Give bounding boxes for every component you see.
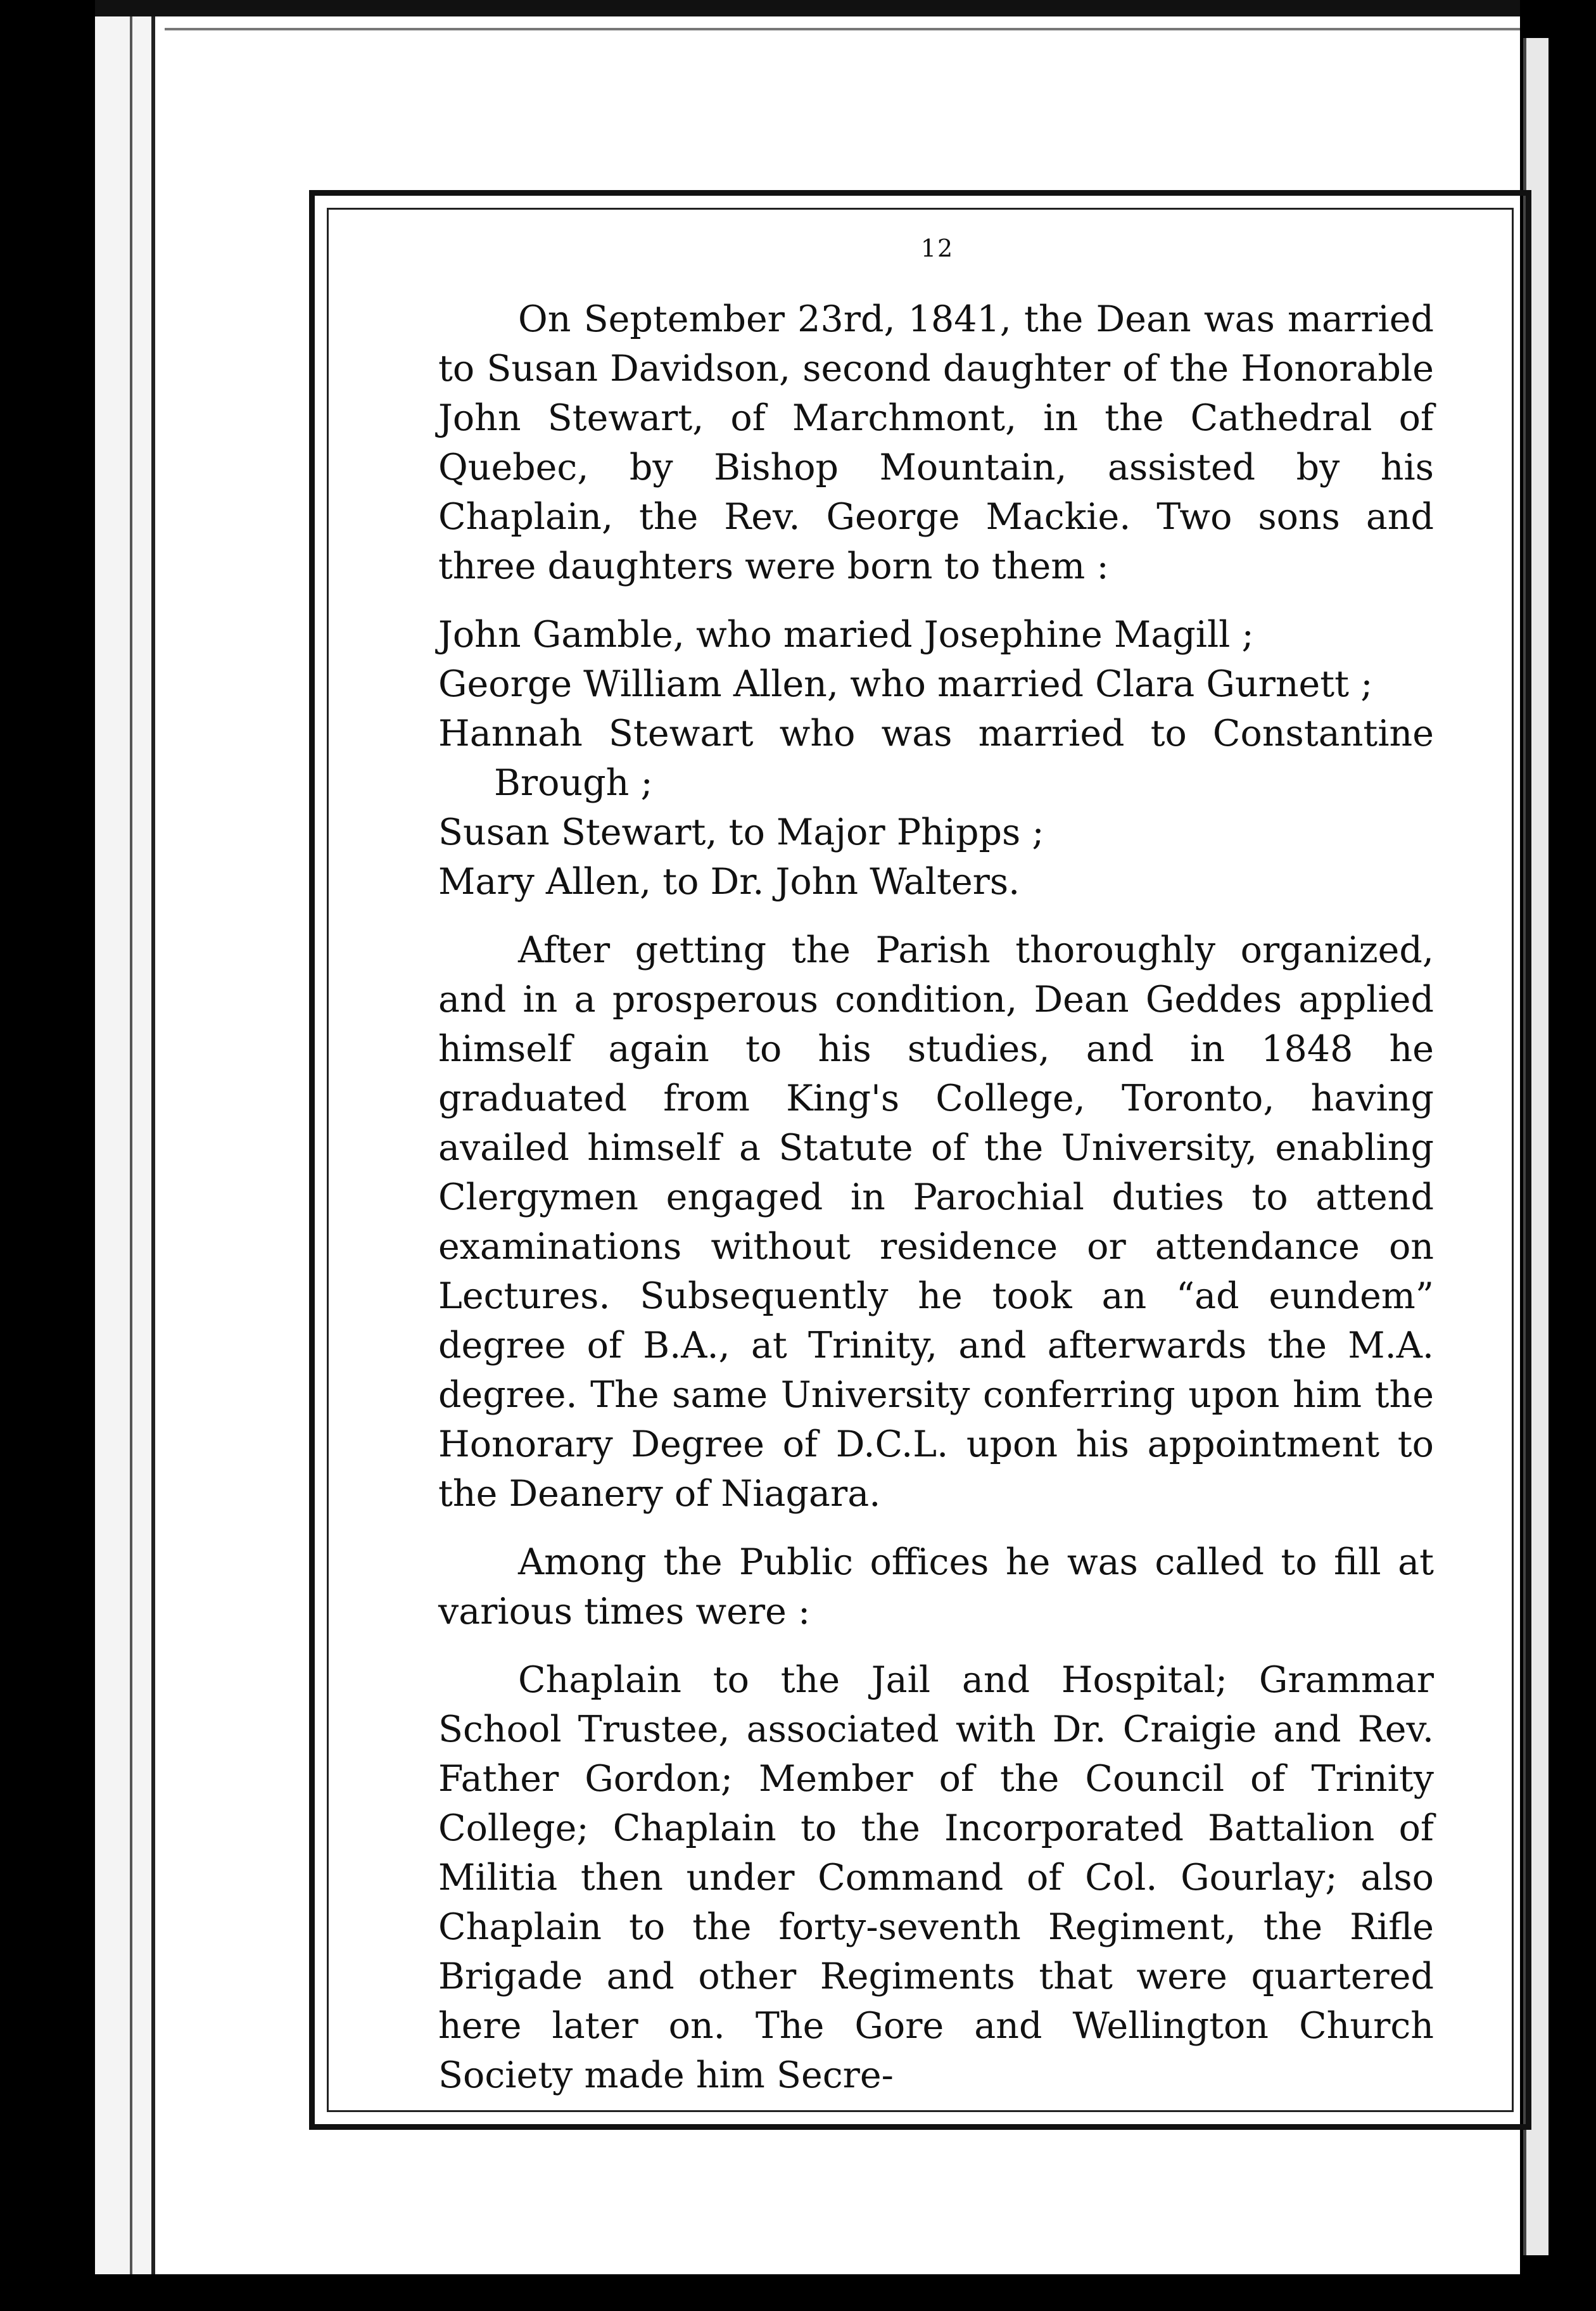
- list-item: George William Allen, who married Clara Gurnett ;: [438, 663, 1373, 705]
- page-body: [438, 295, 1434, 2100]
- page-number: 12: [920, 234, 954, 262]
- list-item: Hannah Stewart who was married to Constantine Brough ;: [438, 713, 1434, 804]
- scan-background-bottom: [95, 2274, 1520, 2311]
- scan-background-left: [0, 0, 95, 2311]
- adjacent-page-edge-inner: [130, 0, 155, 2311]
- list-item: John Gamble, who maried Josephine Magill ;: [438, 614, 1254, 656]
- paragraph-gap: [438, 1518, 1434, 1537]
- paragraph-public-offices-intro: Among the Public offices he was called to fill at various times were :: [438, 1541, 1434, 1633]
- scan-background-top: [95, 0, 1520, 16]
- paragraph-public-offices: Chaplain to the Jail and Hospital; Grammar School Trustee, associated with Dr. Craigie and Rev. Father Gordon; Member of the Council of Trinity College; Chaplain to the Incorporated Battalion of Militia then under Command of Col. Gourlay; also Chaplain to the forty-seventh Regiment, the Rifle Brigade and other Regiments that were quartered here later on. The Gore and Wellington Church Society made him Secre-: [438, 1659, 1434, 2096]
- paragraph-marriage: On September 23rd, 1841, the Dean was married to Susan Davidson, second daughter of the Honorable John Stewart, of Marchmont, in the Cathedral of Quebec, by Bishop Mountain, assisted by his Chaplain, the Rev. George Mackie. Two sons and three daughters were born to them :: [438, 298, 1434, 587]
- list-item: Mary Allen, to Dr. John Walters.: [438, 861, 1020, 903]
- paragraph-gap: [438, 1636, 1434, 1655]
- paragraph-gap: [438, 907, 1434, 926]
- children-list: [438, 610, 1434, 907]
- paragraph-studies: After getting the Parish thoroughly organized, and in a prosperous condition, Dean Geddes applied himself again to his studies, and in 1848 he graduated from King's College, Toronto, having availed himself a Statute of the University, enabling Clergymen engaged in Parochial duties to attend examinations without residence or attendance on Lectures. Subsequently he took an “ad eundem” degree of B.A., at Trinity, and afterwards the M.A. degree. The same University conferring upon him the Honorary Degree of D.C.L. upon his appointment to the Deanery of Niagara.: [438, 929, 1434, 1515]
- paragraph-gap: [438, 591, 1434, 610]
- page-top-edge-line: [165, 28, 1520, 30]
- list-item: Susan Stewart, to Major Phipps ;: [438, 812, 1044, 853]
